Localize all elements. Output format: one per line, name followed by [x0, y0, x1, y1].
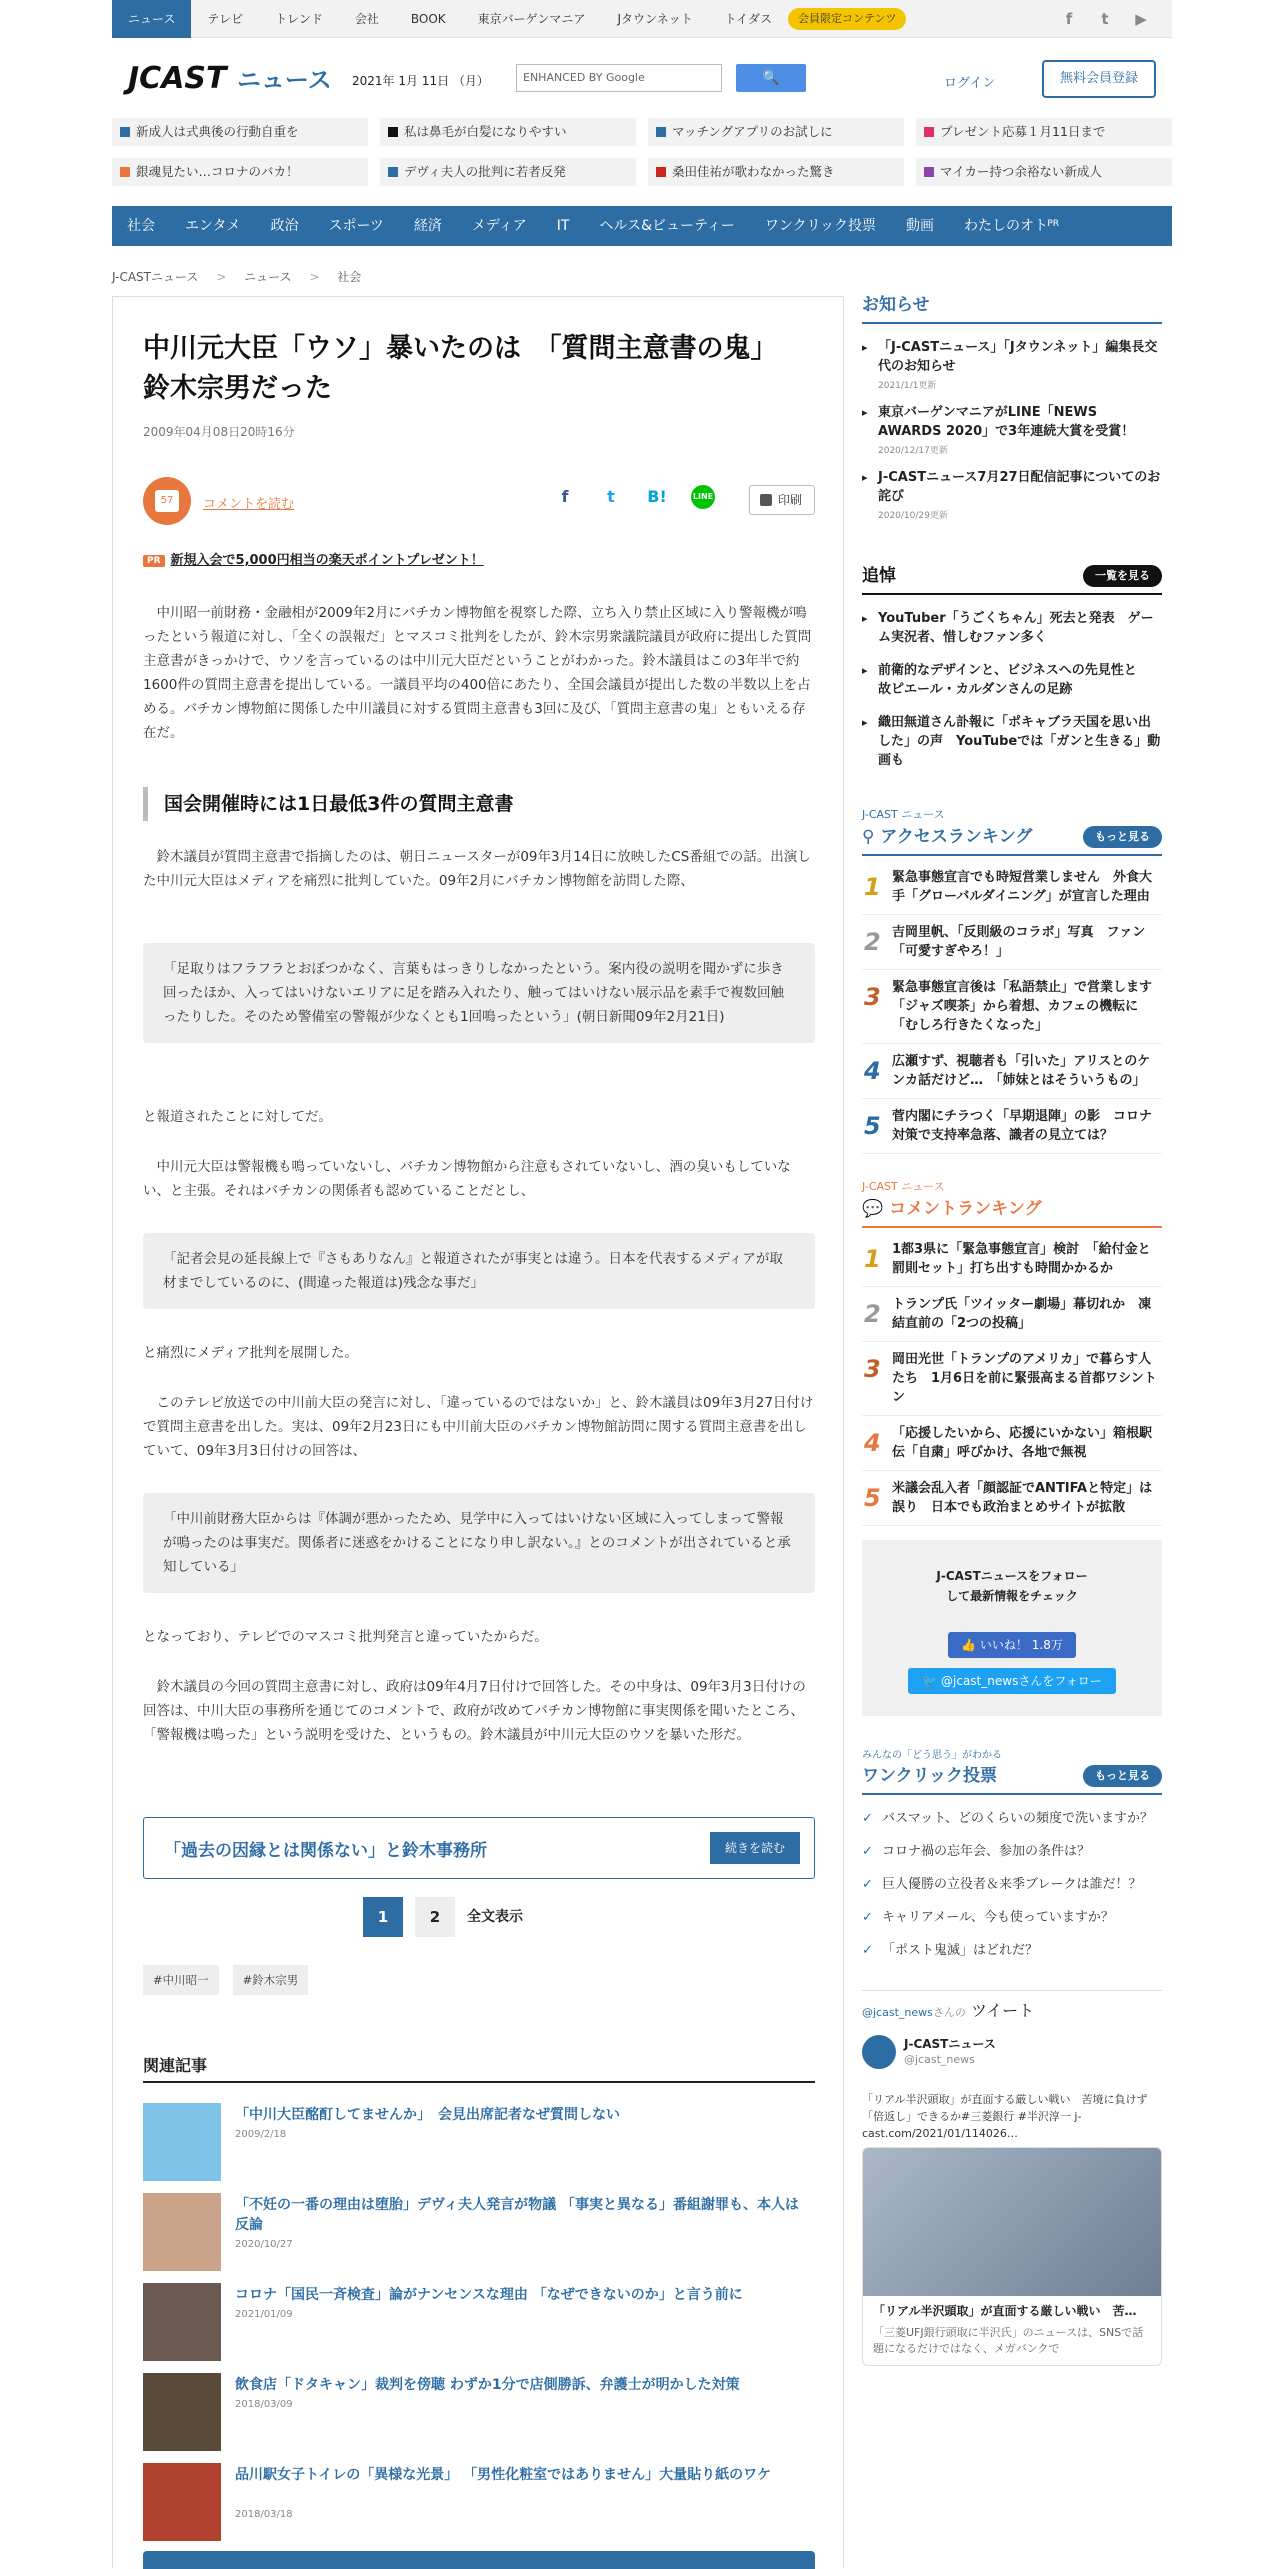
- vote-heading: ワンクリック投票 もっと見る: [862, 1761, 1162, 1795]
- related-item[interactable]: [143, 2373, 815, 2455]
- nav-media[interactable]: メディア: [471, 218, 527, 234]
- access-ranking-list: [862, 868, 1166, 1154]
- related-item[interactable]: [143, 2193, 815, 2275]
- site-logo[interactable]: JCAST ニュース: [128, 61, 332, 96]
- ranking-item[interactable]: 5 菅内閣にチラつく「早期退陣」の影 コロナ対策で支持率急落、識者の見立ては？: [862, 1107, 1162, 1154]
- tag[interactable]: #鈴木宗男: [233, 1965, 309, 1995]
- search-button[interactable]: 🔍: [736, 64, 806, 92]
- pr-link[interactable]: PR 新規入会で5,000円相当の楽天ポイントプレゼント！: [143, 549, 484, 568]
- header-date: 2021年 1月 11日 （月）: [352, 74, 489, 88]
- tag[interactable]: #中川昭一: [143, 1965, 219, 1995]
- access-more-button[interactable]: もっと見る: [1083, 826, 1162, 848]
- banner[interactable]: [143, 2551, 815, 2569]
- article-paragraph: 中川元大臣は警報機も鳴っていないし、バチカン博物館から注意もされていないし、酒の臭いもしていない、と主張。それはバチカンの関係者も認めていることだとし、: [143, 1159, 791, 1199]
- hatena-share-icon[interactable]: B!: [647, 487, 667, 506]
- related-date: 2020/10/27: [235, 2239, 293, 2250]
- sidebar: [862, 290, 1166, 2366]
- social-icons: [1058, 8, 1152, 30]
- headline-links: [112, 118, 1172, 190]
- tweet-text: 「リアル半沢頭取」が直面する厳しい戦い 苦境に負けず「倍返し」できるか#三菱銀行 #半沢淳一 j-cast.com/2021/01/114026…: [862, 2093, 1148, 2140]
- related-thumbnail: [143, 2103, 221, 2181]
- tweet-embed: [862, 1990, 1162, 2366]
- ranking-item[interactable]: 4 広瀬すず、視聴者も「引いた」アリスとのケンカ話だけど… 「姉妹とはそういうもの」: [862, 1052, 1162, 1099]
- related-date: 2018/03/09: [235, 2399, 293, 2410]
- ranking-item[interactable]: 1 1都3県に「緊急事態宣言」検討 「給付金と罰則セット」打ち出すも時間かかるか: [862, 1240, 1162, 1287]
- header: [112, 48, 1172, 112]
- notice-date: 2020/12/17更新: [878, 446, 948, 456]
- related-item[interactable]: [143, 2283, 815, 2365]
- vote-item[interactable]: ✓ コロナ禍の忘年会、参加の条件は？: [862, 1842, 1162, 1861]
- tweet-card-desc: 「三菱UFJ銀行頭取に半沢氏」のニュースは、SNSで話題になるだけではなく、メガバンクで: [873, 2326, 1144, 2355]
- twitter-follow-button[interactable]: 🐦 @jcast_newsさんをフォロー: [908, 1668, 1116, 1694]
- notice-heading: お知らせ: [862, 290, 1162, 324]
- vote-item[interactable]: ✓ 巨人優勝の立役者＆来季ブレークは誰だ！？: [862, 1875, 1162, 1894]
- article-tags: [143, 1965, 308, 1995]
- related-title[interactable]: 「中川大臣酩酊してませんか」 会見出席記者なぜ質問しない: [235, 2107, 620, 2123]
- article-paragraph: 中川昭一前財務・金融相が2009年2月にバチカン博物館を視察した際、立ち入り禁止区域に入り警報機が鳴ったという報道に対し、「全くの誤報だ」とマスコミ批判をしたが、鈴木宗男衆議院議員が政府に提出した質問主意書がきっかけで、ウソを言っているのは中川元大臣だということがわかった。鈴木議員はこの3年半で約1600件の質問主意書を提出している。一議員平均の400倍にあたり、全国会議員が提出した数の半数以上を占める。バチカン博物館に関係した中川議員に対する質問主意書も3回に及び、「質問主意書の鬼」ともいえる存在だ。: [143, 605, 812, 741]
- tweet-author[interactable]: [862, 2031, 1162, 2091]
- related-date: 2009/2/18: [235, 2129, 287, 2140]
- headline-item[interactable]: 新成人は式典後の行動自重を: [112, 118, 368, 146]
- related-thumbnail: [143, 2283, 221, 2361]
- print-button[interactable]: 印刷: [749, 485, 815, 515]
- article: [112, 296, 844, 2568]
- breadcrumb: [112, 268, 375, 285]
- search-input[interactable]: ENHANCED BY Google: [516, 64, 722, 92]
- topnav-tv[interactable]: テレビ: [207, 12, 244, 26]
- related-date: 2018/03/18: [235, 2509, 293, 2520]
- headline-item[interactable]: マイカー持つ余裕ない新成人: [916, 158, 1172, 186]
- article-quote: 「足取りはフラフラとおぼつかなく、言葉もはっきりしなかったという。案内役の説明を聞かずに歩き回ったほか、入ってはいけないエリアに足を踏み入れたり、触ってはいけない展示品を素手で複数回触ったりした。そのため警備室の警報が少なくとも1回鳴ったという」(朝日新聞09年2月21日): [143, 943, 815, 1043]
- topnav-company[interactable]: 会社: [354, 12, 379, 26]
- topnav-trend[interactable]: トレンド: [275, 12, 323, 26]
- facebook-like-button[interactable]: 👍 いいね！ 1.8万: [948, 1632, 1076, 1658]
- nav-video[interactable]: 動画: [906, 218, 935, 234]
- memorial-item[interactable]: ▸ YouTuber「うごくちゃん」死去と発表 ゲーム実況者、惜しむファン多く: [862, 609, 1162, 647]
- show-all-link[interactable]: 全文表示: [467, 1909, 523, 1925]
- article-quote: 「記者会見の延長線上で『さもありなん』と報道されたが事実とは違う。日本を代表するメディアが取材までしているのに、(間違った報道は)残念な事だ」: [143, 1233, 815, 1309]
- related-date: 2021/01/09: [235, 2309, 293, 2320]
- article-subheading: 国会開催時には1日最低3件の質問主意書: [143, 787, 815, 821]
- related-thumbnail: [143, 2373, 221, 2451]
- comment-ranking-list: [862, 1240, 1162, 1526]
- topnav-jtown[interactable]: Jタウンネット: [617, 12, 693, 26]
- vote-item[interactable]: ✓ 「ポスト鬼滅」はどれだ？: [862, 1941, 1162, 1960]
- related-title[interactable]: 飲食店「ドタキャン」裁判を傍聴 わずか1分で店側勝訴、弁護士が明かした対策: [235, 2377, 740, 2393]
- access-ranking-heading: ⚲ アクセスランキング もっと見る: [862, 822, 1162, 856]
- members-badge[interactable]: 会員限定コンテンツ: [788, 8, 906, 30]
- related-thumbnail: [143, 2463, 221, 2541]
- facebook-share-icon[interactable]: f: [561, 487, 569, 506]
- continue-reading-button[interactable]: 続きを読む: [710, 1832, 800, 1864]
- breadcrumb-news[interactable]: ニュース: [244, 270, 292, 284]
- breadcrumb-society[interactable]: 社会: [337, 270, 362, 284]
- pr-tag: PR: [143, 555, 165, 567]
- page-2[interactable]: 2: [415, 1897, 455, 1937]
- tweet-card-title: 「リアル半沢頭取」が直面する厳しい戦い 苦…: [873, 2304, 1137, 2318]
- follow-text: J-CASTニュースをフォローして最新情報をチェック: [936, 1569, 1088, 1603]
- article-paragraph: と報道されたことに対してだ。: [143, 1109, 332, 1125]
- notice-item[interactable]: ▸ 「J-CASTニュース」「Jタウンネット」編集長交代のお知らせ: [862, 338, 1162, 376]
- breadcrumb-home[interactable]: J-CASTニュース: [112, 270, 199, 284]
- read-comments-link[interactable]: コメントを読む: [203, 497, 295, 512]
- nav-vote[interactable]: ワンクリック投票: [764, 218, 877, 234]
- tweet-header: @jcast_newsさんの ツイート: [862, 2001, 1035, 2020]
- ranking-item[interactable]: 3 岡田光世「トランプのアメリカ」で暮らす人たち 1月6日を前に緊張高まる首都ワシントン: [862, 1350, 1162, 1416]
- topnav-bargain[interactable]: 東京バーゲンマニア: [477, 12, 586, 26]
- facebook-icon[interactable]: f: [1065, 10, 1073, 28]
- nav-politics[interactable]: 政治: [270, 218, 299, 234]
- article-quote: 「中川前財務大臣からは『体調が悪かったため、見学中に入ってはいけない区域に入ってしまって警報が鳴ったのは事実だ。関係者に迷惑をかけることになり申し訳ない。』とのコメントが出されていると承知している」: [143, 1493, 815, 1593]
- comment-icon: 💬: [862, 1199, 890, 1219]
- ranking-item[interactable]: 2 トランプ氏「ツイッター劇場」幕切れか 凍結直前の「2つの投稿」: [862, 1295, 1162, 1342]
- related-heading: 関連記事: [143, 2053, 815, 2083]
- breadcrumb-separator: >: [309, 270, 320, 284]
- vote-item[interactable]: ✓ バスマット、どのくらいの頻度で洗いますか？: [862, 1809, 1162, 1828]
- top-nav: [112, 0, 906, 38]
- memorial-more-button[interactable]: 一覧を見る: [1083, 565, 1162, 587]
- comment-ranking-heading: 💬 コメントランキング: [862, 1194, 1162, 1228]
- next-page-title: 「過去の因縁とは関係ない」と鈴木事務所: [164, 1841, 487, 1861]
- page-1[interactable]: 1: [363, 1897, 403, 1937]
- tweet-author-name: J-CASTニュース: [904, 2037, 996, 2051]
- article-paragraph: 鈴木議員が質問主意書で指摘したのは、朝日ニュースターが09年3月14日に放映したCS番組での話。出演した中川元大臣はメディアを痛烈に批判していた。09年2月にバチカン博物館を訪問した際、: [143, 849, 811, 889]
- comment-count-badge[interactable]: [143, 477, 191, 525]
- tweet-card-image: [863, 2148, 1161, 2296]
- ranking-icon: ⚲: [862, 827, 881, 847]
- tweet-author-handle: @jcast_news: [904, 2053, 975, 2066]
- nav-oto[interactable]: わたしのオト PR: [949, 206, 1063, 246]
- topnav-news[interactable]: ニュース: [112, 0, 191, 38]
- notice-date: 2021/1/1更新: [878, 381, 937, 391]
- headline-item[interactable]: 桑田佳祐が歌わなかった驚き: [648, 158, 904, 186]
- notice-list: [862, 338, 1162, 521]
- headline-item[interactable]: マッチングアプリのお試しに: [648, 118, 904, 146]
- pagination: [363, 1897, 523, 1937]
- top-strip: [112, 0, 1172, 38]
- vote-more-button[interactable]: もっと見る: [1083, 1765, 1162, 1787]
- related-item[interactable]: [143, 2103, 815, 2185]
- youtube-icon[interactable]: ▶: [1135, 10, 1147, 28]
- breadcrumb-separator: >: [216, 270, 227, 284]
- headline-item[interactable]: 銀魂見たい…コロナのバカ！: [112, 158, 368, 186]
- headline-item[interactable]: デヴィ夫人の批判に若者反発: [380, 158, 636, 186]
- nav-society[interactable]: 社会: [127, 218, 155, 234]
- twitter-share-icon[interactable]: t: [607, 487, 615, 506]
- article-paragraph: となっており、テレビでのマスコミ批判発言と違っていたからだ。: [143, 1629, 548, 1645]
- topnav-book[interactable]: BOOK: [410, 12, 446, 26]
- related-thumbnail: [143, 2193, 221, 2271]
- nav-economy[interactable]: 経済: [413, 218, 442, 234]
- share-buttons: [553, 485, 715, 509]
- article-paragraph: 鈴木議員の今回の質問主意書に対し、政府は09年4月7日付けで回答した。その中身は、09年3月3日付けの回答は、中川大臣の事務所を通じてのコメントで、政府が改めてバチカン博物館に事実関係を聞いたところ、「警報機は鳴った」という説明を受けた、というもの。鈴木議員が中川元大臣のウソを暴いた形だ。: [143, 1679, 806, 1743]
- related-title[interactable]: コロナ「国民一斉検査」論がナンセンスな理由 「なぜできないのか」と言う前に: [235, 2287, 743, 2303]
- notice-item[interactable]: ▸ J-CASTニュース7月27日配信記事についてのお詫び: [862, 468, 1162, 506]
- comment-count: 57: [155, 490, 179, 512]
- ranking-item[interactable]: 2 吉岡里帆、「反則級のコラボ」写真 ファン「可愛すぎやろ！」: [862, 923, 1162, 970]
- nav-it[interactable]: IT: [556, 218, 570, 234]
- memorial-list: [862, 609, 1162, 770]
- twitter-icon[interactable]: t: [1101, 10, 1109, 28]
- next-page-box[interactable]: [143, 1817, 815, 1879]
- headline-item[interactable]: プレゼント応募１月11日まで: [916, 118, 1172, 146]
- memorial-heading: 追悼 一覧を見る: [862, 561, 1162, 595]
- jcast-label: J-CAST ニュース: [862, 808, 945, 821]
- related-title[interactable]: 「不妊の一番の理由は堕胎」デヴィ夫人発言が物議 「事実と異なる」番組謝罪も、本人は反論: [235, 2197, 800, 2233]
- article-paragraph: このテレビ放送での中川前大臣の発言に対し、「違っているのではないか」と、鈴木議員は09年3月27日付けで質問主意書を出した。実は、09年2月23日にも中川前大臣のバチカン博物館訪問に関する質問主意書を出していて、09年3月3日付けの回答は、: [143, 1395, 814, 1459]
- vote-label: みんなの「どう思う」がわかる: [862, 1750, 1002, 1761]
- vote-list: [862, 1809, 1162, 1960]
- headline-item[interactable]: 私は鼻毛が白髪になりやすい: [380, 118, 636, 146]
- memorial-item[interactable]: ▸ 織田無道さん訃報に「ポキャブラ天国を思い出した」の声 YouTubeでは「ガンと生きる」動画も: [862, 713, 1162, 770]
- ranking-item[interactable]: 1 緊急事態宣言でも時短営業しません 外食大手「グローバルダイニング」が宣言した理由: [862, 868, 1162, 915]
- article-title: 中川元大臣「ウソ」暴いたのは 「質問主意書の鬼」鈴木宗男だった: [143, 333, 778, 404]
- ranking-item[interactable]: 5 米議会乱入者「顔認証でANTIFAと特定」は誤り 日本でも政治まとめサイトが拡散: [862, 1479, 1162, 1526]
- memorial-item[interactable]: ▸ 前衛的なデザインと、ビジネスへの先見性と 故ピエール・カルダンさんの足跡: [862, 661, 1162, 699]
- register-button[interactable]: 無料会員登録: [1042, 60, 1156, 98]
- article-date: 2009年04月08日20時16分: [143, 425, 295, 439]
- related-item[interactable]: [143, 2463, 815, 2545]
- main-nav: [112, 206, 1172, 246]
- tweet-card[interactable]: [862, 2147, 1162, 2366]
- ranking-item[interactable]: 4 「応援したいから、応援にいかない」箱根駅伝「自粛」呼びかけ、各地で無視: [862, 1424, 1162, 1471]
- nav-sports[interactable]: スポーツ: [328, 218, 384, 234]
- follow-box: [862, 1540, 1162, 1716]
- topnav-toidas[interactable]: トイダス: [724, 12, 773, 26]
- notice-item[interactable]: ▸ 東京バーゲンマニアがLINE「NEWS AWARDS 2020」で3年連続大賞を受賞！: [862, 403, 1162, 441]
- ranking-item[interactable]: 3 緊急事態宣言後は「私語禁止」で営業します 「ジャズ喫茶」から着想、カフェの機転に「むしろ行きたくなった」: [862, 978, 1162, 1044]
- line-share-icon[interactable]: LINE: [691, 485, 715, 509]
- related-title[interactable]: 品川駅女子トイレの「異様な光景」 「男性化粧室ではありません」大量貼り紙のワケ: [235, 2467, 772, 2483]
- article-paragraph: と痛烈にメディア批判を展開した。: [143, 1345, 358, 1361]
- jcast-label: J-CAST ニュース: [862, 1180, 945, 1193]
- vote-item[interactable]: ✓ キャリアメール、今も使っていますか？: [862, 1908, 1162, 1927]
- nav-health[interactable]: ヘルス&ビューティー: [599, 218, 735, 234]
- login-link[interactable]: ログイン: [944, 76, 996, 91]
- nav-entame[interactable]: エンタメ: [185, 218, 241, 234]
- avatar: [862, 2035, 896, 2069]
- notice-date: 2020/10/29更新: [878, 511, 948, 521]
